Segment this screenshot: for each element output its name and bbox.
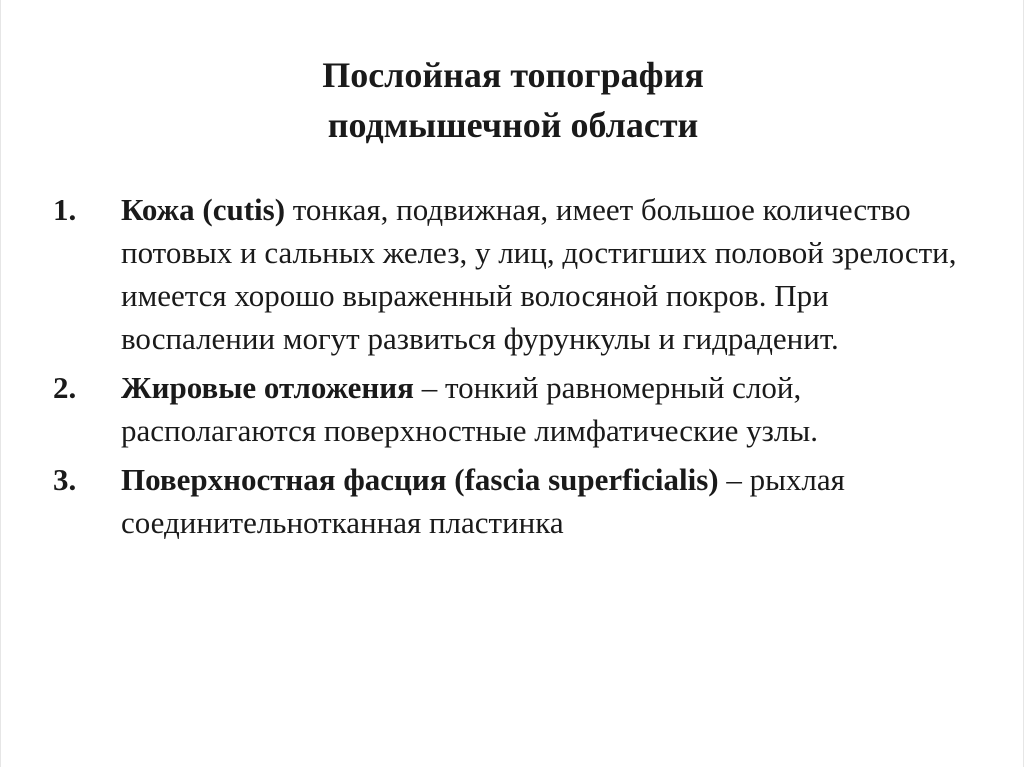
list-item-superficial-fascia bbox=[53, 458, 983, 544]
item-term: Кожа (cutis) bbox=[121, 192, 286, 227]
item-term: Жировые отложения bbox=[121, 370, 414, 405]
title-line-2: подмышечной области bbox=[327, 105, 699, 145]
title-line-1: Послойная топография bbox=[322, 55, 704, 95]
item-description: тонкая, подвижная, имеет большое количество потовых и сальных желез, у лиц, достигших половой зрелости, имеется хорошо выраженный волосяной покров. При воспалении могут развиться фурункулы и гидраденит. bbox=[121, 192, 957, 356]
item-number: 2. bbox=[53, 370, 77, 405]
layer-list bbox=[53, 188, 983, 550]
item-term: Поверхностная фасция (fascia superficialis) bbox=[121, 462, 719, 497]
list-item-skin bbox=[53, 188, 983, 360]
item-number: 1. bbox=[53, 192, 77, 227]
item-description: – рыхлая соединительнотканная пластинка bbox=[121, 462, 845, 540]
list-item-fat-deposits bbox=[53, 366, 983, 452]
item-number: 3. bbox=[53, 462, 77, 497]
slide-title bbox=[1, 50, 1024, 150]
item-description: – тонкий равномерный слой, располагаются поверхностные лимфатические узлы. bbox=[121, 370, 818, 448]
